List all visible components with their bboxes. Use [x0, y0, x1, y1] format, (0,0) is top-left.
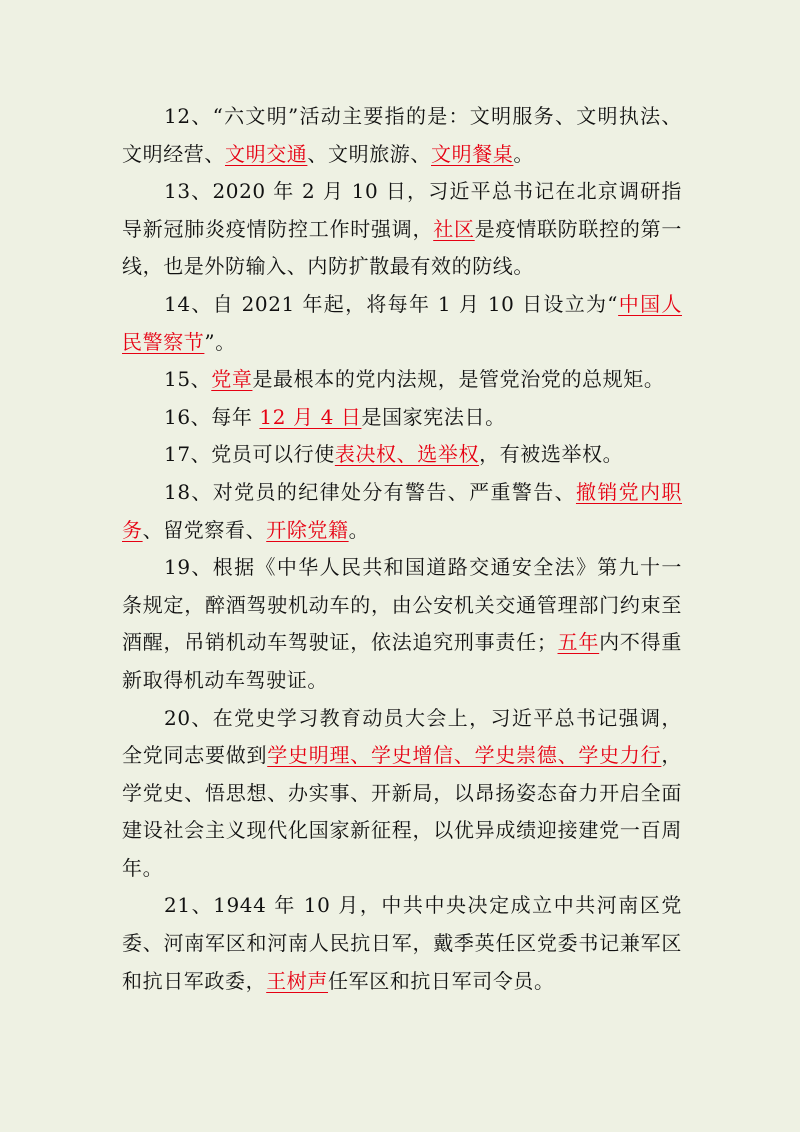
answer-highlight: 文明餐桌: [431, 141, 514, 166]
question-paragraph: [122, 361, 682, 399]
question-paragraph: [122, 399, 682, 437]
paragraph-text: ，有被选举权。: [479, 442, 624, 467]
question-paragraph: [122, 436, 682, 474]
answer-highlight: 学史明理、学史增信、学史崇德、学史力行: [267, 743, 662, 768]
paragraph-text: 21、1944 年 10 月，中共中央决定成立中共河南区党委、河南军区和河南人民抗日军，戴季英任区党委书记兼军区和抗日军政委，: [122, 893, 682, 993]
paragraph-text: 14、自 2021 年起，将每年 1 月 10 日设立为“: [164, 291, 619, 316]
document-body: [122, 98, 682, 1000]
question-paragraph: [122, 549, 682, 699]
paragraph-text: 20、在党史学习教育动员大会上，习近平总书记强调，全党同志要做到: [122, 705, 682, 768]
answer-highlight: 王树声: [266, 968, 329, 993]
paragraph-text: 、留党察看、: [142, 517, 267, 542]
paragraph-text: 。: [348, 517, 370, 542]
question-paragraph: [122, 286, 682, 361]
paragraph-text: 13、2020 年 2 月 10 日，习近平总书记在北京调研指导新冠肺炎疫情防控工作时强调，: [122, 179, 682, 241]
paragraph-text: ，学党史、悟思想、办实事、开新局，以昂扬姿态奋力开启全面建设社会主义现代化国家新征程，以优异成绩迎接建党一百周年。: [122, 743, 682, 880]
answer-highlight: 开除党籍: [266, 517, 349, 542]
paragraph-text: 16、每年: [164, 404, 260, 429]
paragraph-text: 19、根据《中华人民共和国道路交通安全法》第九十一条规定，醉酒驾驶机动车的，由公安机关交通管理部门约束至酒醒，吊销机动车驾驶证，依法追究刑事责任；: [122, 555, 682, 655]
answer-highlight: 五年: [557, 630, 600, 655]
question-paragraph: [122, 887, 682, 1000]
paragraph-text: 12、“六文明”活动主要指的是：文明服务、文明执法、文明经营、: [122, 104, 682, 166]
answer-highlight: 中国人民警察节: [122, 291, 682, 354]
question-paragraph: [122, 173, 682, 286]
paragraph-text: 15、: [164, 367, 212, 392]
answer-highlight: 社区: [433, 216, 475, 241]
question-paragraph: [122, 98, 682, 173]
paragraph-text: 、文明旅游、: [307, 141, 432, 166]
paragraph-text: 。: [513, 141, 535, 166]
paragraph-text: 内不得重新取得机动车驾驶证。: [122, 630, 682, 692]
answer-highlight: 撤销党内职务: [122, 479, 683, 542]
paragraph-text: 是疫情联防联控的第一线，也是外防输入、内防扩散最有效的防线。: [122, 216, 683, 279]
question-paragraph: [122, 700, 682, 888]
answer-highlight: 12 月 4 日: [259, 404, 362, 429]
answer-highlight: 党章: [211, 367, 253, 392]
answer-highlight: 表决权、选举权: [334, 442, 480, 467]
paragraph-text: 任军区和抗日军司令员。: [328, 968, 555, 993]
question-paragraph: [122, 474, 682, 549]
answer-highlight: 文明交通: [225, 141, 308, 166]
paragraph-text: 是最根本的党内法规，是管党治党的总规矩。: [252, 367, 665, 392]
paragraph-text: ”。: [204, 329, 236, 354]
paragraph-text: 18、对党员的纪律处分有警告、严重警告、: [164, 479, 576, 504]
paragraph-text: 是国家宪法日。: [361, 404, 506, 429]
paragraph-text: 17、党员可以行使: [164, 442, 335, 467]
